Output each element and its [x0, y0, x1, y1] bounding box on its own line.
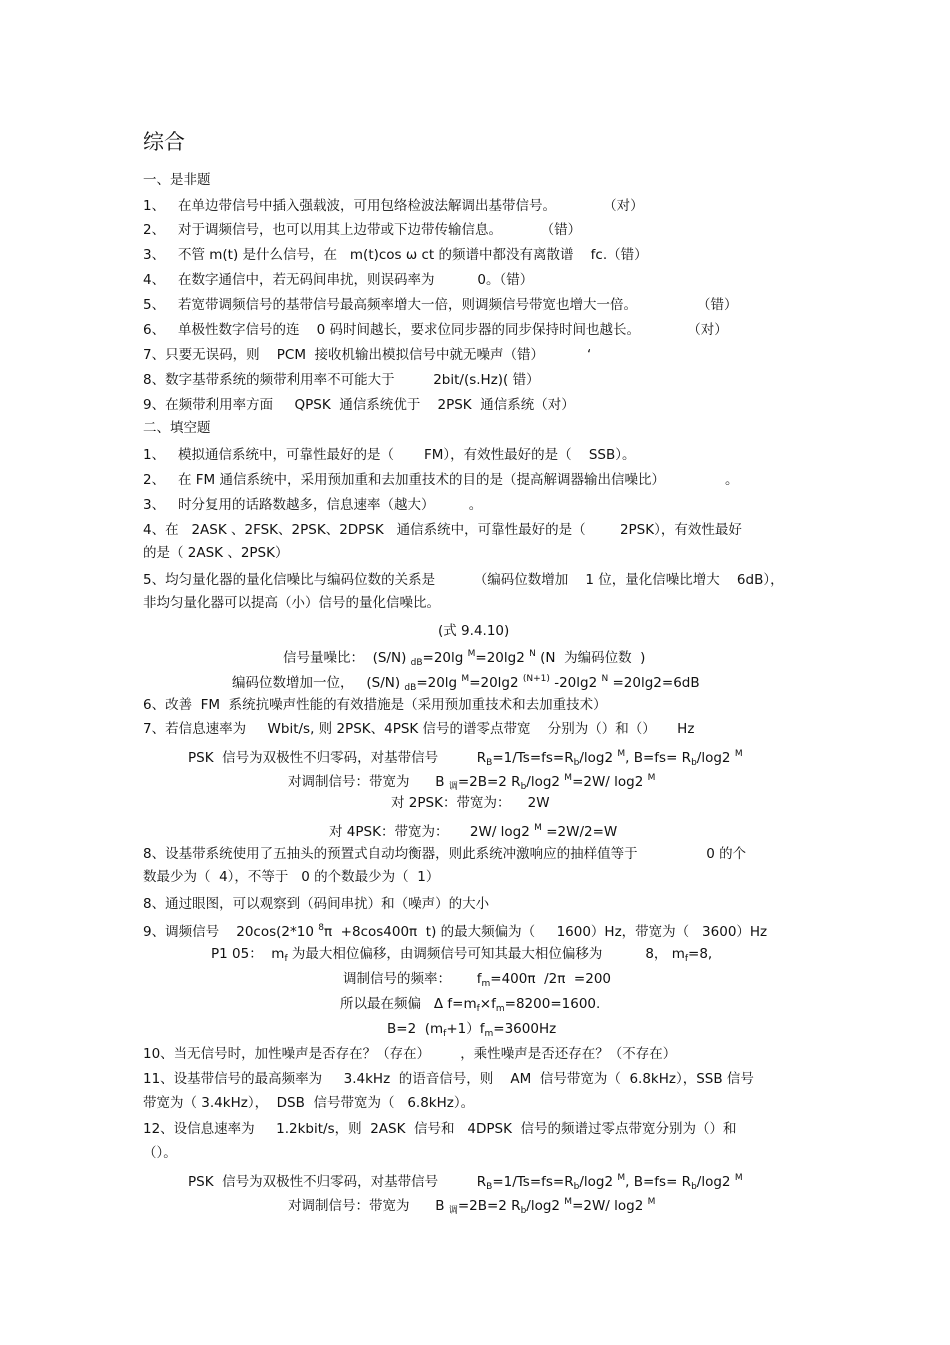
- fill-item-1: 1、 模拟通信系统中，可靠性最好的是（ FM），有效性最好的是（ SSB）。: [143, 447, 636, 463]
- formula-snr: 信号量噪比： (S/N) $_{dB}$=20lg $^M$=20lg2 $^N$ (N 为编码位数 ): [283, 649, 646, 668]
- formula-modulated-bandwidth-2: 对调制信号：带宽为 B $_调$=2B=2 $R_b/\log 2$ $^M$=2W/ log2 $^M$: [288, 1197, 656, 1216]
- fill-item-11-line-2: 带宽为（ 3.4kHz）， DSB 信号带宽为（ 6.8kHz）。: [143, 1095, 475, 1111]
- formula-max-phase: P1 05： $m_f$ 为最大相位偏移，由调频信号可知其最大相位偏移为 8， $m_f=8$,: [211, 946, 713, 964]
- page-title: 综合: [143, 130, 185, 154]
- fill-item-3: 3、 时分复用的话路数越多，信息速率（越大） 。: [143, 497, 483, 513]
- true-false-item-2: 2、 对于调频信号，也可以用其上边带或下边带传输信息。 （错）: [143, 222, 582, 238]
- fill-item-4-line-1: 4、在 2ASK 、2FSK、2PSK、2DPSK 通信系统中，可靠性最好的是（ 2PSK），有效性最好: [143, 522, 742, 538]
- true-false-item-5: 5、 若宽带调频信号的基带信号最高频率增大一倍，则调频信号带宽也增大一倍。 （错）: [143, 297, 738, 313]
- fill-item-8b: 8、通过眼图，可以观察到（码间串扰）和（噪声）的大小: [143, 896, 490, 912]
- fill-item-8-line-2: 数最少为（ 4），不等于 0 的个数最少为（ 1）: [143, 869, 440, 885]
- true-false-item-9: 9、在频带利用率方面 QPSK 通信系统优于 2PSK 通信系统（对）: [143, 397, 575, 413]
- equation-reference: (式 9.4.10): [438, 623, 510, 639]
- fill-item-11-line-1: 11、设基带信号的最高频率为 3.4kHz 的语音信号，则 AM 信号带宽为（ 6.8kHz），SSB 信号: [143, 1071, 754, 1087]
- section-heading-true-false: 一、是非题: [143, 172, 211, 188]
- formula-fm-bandwidth: B=2 $(m_f+1)f_m=3600Hz$: [387, 1021, 557, 1039]
- true-false-item-8: 8、数字基带系统的频带利用率不可能大于 2bit/(s.Hz)( 错）: [143, 372, 540, 388]
- fill-item-10: 10、当无信号时，加性噪声是否存在？（存在） ，乘性噪声是否还存在？（不存在）: [143, 1046, 677, 1062]
- fill-item-4-line-2: 的是（ 2ASK 、2PSK）: [143, 545, 289, 561]
- formula-4psk-bandwidth: 对 4PSK：带宽为： 2W/ log2 $^M$ =2W/2=W: [329, 823, 618, 840]
- fill-item-5-line-2: 非均匀量化器可以提高（小）信号的量化信噪比。: [143, 595, 440, 611]
- fill-item-9: 9、调频信号 20cos(2*10 $^8$π +8cos400π t) 的最大频偏为（ 1600）Hz，带宽为（ 3600）Hz: [143, 923, 768, 940]
- formula-psk-baseband: PSK 信号为双极性不归零码，对基带信号 $R_B=1/Ts=fs=R_b/\log 2$ $^M$, $B=fs= R_b/\log 2$ $^M$: [188, 749, 743, 768]
- fill-item-7: 7、若信息速率为 Wbit/s, 则 2PSK、4PSK 信号的谱零点带宽 分别为（）和（） Hz: [143, 721, 695, 737]
- true-false-item-7: 7、只要无误码，则 PCM 接收机输出模拟信号中就无噪声（错） ‘: [143, 347, 592, 363]
- fill-item-2: 2、 在 FM 通信系统中，采用预加重和去加重技术的目的是（提高解调器输出信噪比） 。: [143, 472, 739, 488]
- formula-2psk-bandwidth: 对 2PSK：带宽为： 2W: [391, 795, 550, 811]
- formula-modulated-bandwidth: 对调制信号：带宽为 B $_调$=2B=2 $R_b/\log 2$ $^M$=2W/ log2 $^M$: [288, 773, 656, 792]
- formula-max-deviation: 所以最在频偏 Δ $f=m_f\times f_m=8200=1600$.: [340, 996, 601, 1014]
- fill-item-12-line-1: 12、设信息速率为 1.2kbit/s，则 2ASK 信号和 4DPSK 信号的频谱过零点带宽分别为（）和: [143, 1121, 737, 1137]
- formula-snr-increase: 编码位数增加一位， (S/N) $_{dB}$=20lg $^M$=20lg2 $^{(N+1)}$ -20lg2 $^N$ =20lg2=6dB: [232, 674, 700, 693]
- section-heading-fill-in: 二、填空题: [143, 420, 211, 436]
- fill-item-6: 6、改善 FM 系统抗噪声性能的有效措施是（采用预加重技术和去加重技术）: [143, 697, 607, 713]
- fill-item-5-line-1: 5、均匀量化器的量化信噪比与编码位数的关系是 （编码位数增加 1 位，量化信噪比增大 6dB），: [143, 572, 784, 588]
- fill-item-12-line-2: （）。: [143, 1145, 177, 1161]
- formula-psk-baseband-2: PSK 信号为双极性不归零码，对基带信号 $R_B=1/Ts=fs=R_b/\log 2$ $^M$, $B=fs= R_b/\log 2$ $^M$: [188, 1173, 743, 1192]
- true-false-item-1: 1、 在单边带信号中插入强载波，可用包络检波法解调出基带信号。 （对）: [143, 198, 644, 214]
- true-false-item-6: 6、 单极性数字信号的连 0 码时间越长，要求位同步器的同步保持时间也越长。 （对）: [143, 322, 728, 338]
- fill-item-8-line-1: 8、设基带系统使用了五抽头的预置式自动均衡器，则此系统冲激响应的抽样值等于 0 的个: [143, 846, 747, 862]
- true-false-item-4: 4、 在数字通信中，若无码间串扰，则误码率为 0。（错）: [143, 272, 534, 288]
- formula-mod-frequency: 调制信号的频率： $f_m=400\pi$ /2π =200: [343, 971, 611, 989]
- true-false-item-3: 3、 不管 m(t) 是什么信号，在 m(t)cos ω ct 的频谱中都没有离散谱 fc.（错）: [143, 247, 648, 263]
